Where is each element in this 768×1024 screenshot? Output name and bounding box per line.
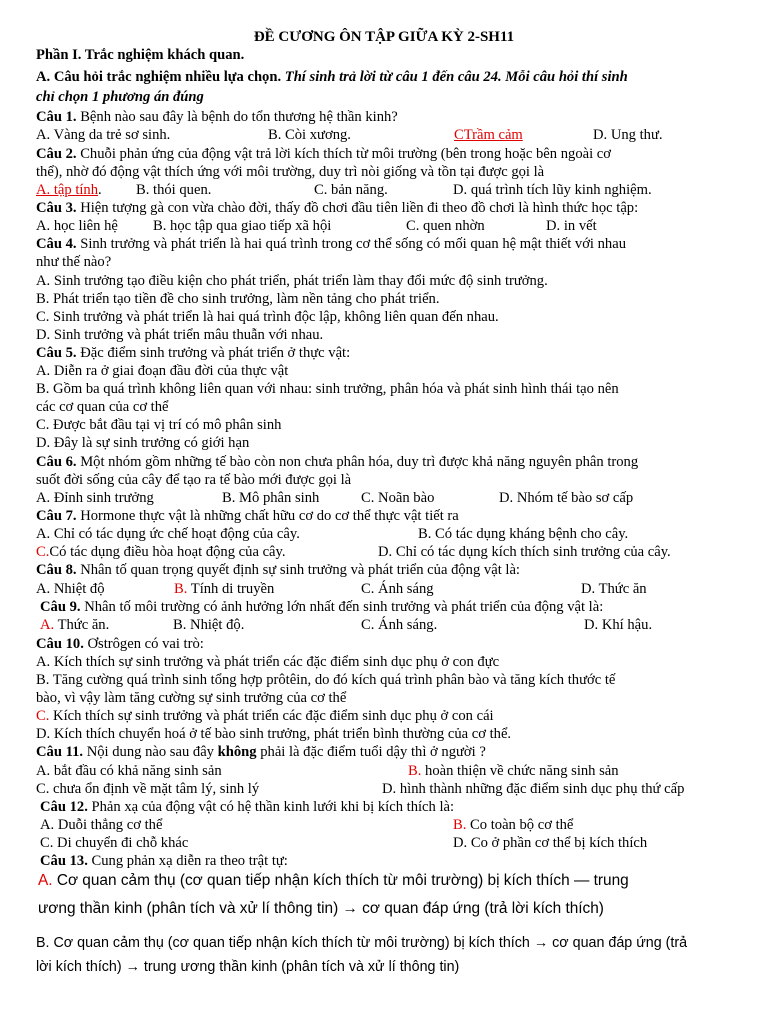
option-a: A. Diễn ra ở giai đoạn đầu đời của thực vật xyxy=(36,363,289,379)
option-c-letter-answer: C. xyxy=(36,708,50,724)
section-a-instruction: Thí sinh trả lời từ câu 1 đến câu 24. Mỗi câu hỏi thí sinh xyxy=(284,69,628,85)
option-d: D. quá trình tích lũy kinh nghiệm. xyxy=(453,182,652,198)
option-b-cont: bào, vì vậy làm tăng cường sự sinh trưởng của cơ thể xyxy=(36,690,347,706)
option-a-answer: A. tập tính xyxy=(36,182,99,198)
option-a-row xyxy=(38,872,732,890)
option-d: D. hình thành những đặc điểm sinh dục phụ thứ cấp xyxy=(382,781,685,797)
option-c-row xyxy=(36,707,734,725)
question-text: Nội dung nào sau đây xyxy=(86,744,218,760)
option-d: D. Co ở phần cơ thể bị kích thích xyxy=(453,835,648,851)
option-d: D. Đây là sự sinh trưởng có giới hạn xyxy=(36,435,250,451)
question-label: Câu 10. xyxy=(36,636,84,652)
question-text: Bệnh nào sau đây là bệnh do tổn thương hệ thần kinh? xyxy=(80,109,398,125)
option-a: A. Duỗi thẳng cơ thể xyxy=(40,817,163,833)
option-c: C. Được bắt đầu tại vị trí có mô phân sinh xyxy=(36,417,282,433)
option-a: A. Vàng da trẻ sơ sinh. xyxy=(36,127,171,143)
question-text: Chuỗi phản ứng của động vật trả lời kích thích từ môi trường (bên trong hoặc bên ngoài cơ xyxy=(76,146,611,162)
option-b-letter-answer: B. xyxy=(174,581,188,597)
option-a: A. Nhiệt độ xyxy=(36,581,105,597)
option-b: B. Tăng cường quá trình sinh tổng hợp prôtêin, do đó kích quá trình phân bào và tăng kích thước tế xyxy=(36,672,616,688)
question-label: Câu 2. xyxy=(36,146,77,162)
option-c: C. bản năng. xyxy=(314,182,388,198)
option-c: C. Noãn bào xyxy=(361,490,435,506)
question-text-emphasis: không xyxy=(217,744,257,760)
question-text: Ơstrôgen có vai trò: xyxy=(87,636,204,652)
question-label: Câu 13. xyxy=(40,853,88,869)
option-d: D. Kích thích chuyển hoá ở tế bào sinh trưởng, phát triển bình thường của cơ thể. xyxy=(36,726,512,742)
option-d: D. Sinh trưởng và phát triển mâu thuẫn với nhau. xyxy=(36,327,324,343)
question-13 xyxy=(40,852,734,870)
question-label: Câu 9. xyxy=(40,599,81,615)
question-label: Câu 12. xyxy=(40,799,88,815)
question-label: Câu 1. xyxy=(36,109,77,125)
option-a-period: . xyxy=(98,182,102,198)
option-b: B. Gồm ba quá trình không liên quan với nhau: sinh trưởng, phân hóa và phát sinh hình thái tạo nên xyxy=(36,381,619,397)
option-b: B. Có tác dụng kháng bệnh cho cây. xyxy=(418,526,629,542)
option-a: Thức ăn. xyxy=(54,617,110,633)
part-heading: Phần I. Trắc nghiệm khách quan. xyxy=(36,47,245,63)
option-a-letter-answer: A. xyxy=(38,872,53,889)
option-d: D. Thức ăn xyxy=(581,581,647,597)
option-d: D. Nhóm tế bào sơ cấp xyxy=(499,490,634,506)
option-b: Tính di truyền xyxy=(187,581,275,597)
option-b: B. thói quen. xyxy=(136,182,212,198)
option-a: A. học liên hệ xyxy=(36,218,118,234)
option-b-cont: các cơ quan của cơ thể xyxy=(36,399,169,415)
question-6-cont: suốt đời sống của cây để tạo ra tế bào mới được gọi là xyxy=(36,472,352,488)
option-b: B. Cơ quan cảm thụ (cơ quan tiếp nhận kích thích từ môi trường) bị kích thích → cơ quan đáp ứng (trả xyxy=(36,935,688,951)
section-a-instruction-cont: chỉ chọn 1 phương án đúng xyxy=(36,89,204,105)
question-text-end: phải là đặc điểm tuổi dậy thì ở người ? xyxy=(256,744,486,760)
question-11 xyxy=(36,743,734,761)
option-b: B. Còi xương. xyxy=(268,127,351,143)
question-label: Câu 4. xyxy=(36,236,77,252)
question-label: Câu 7. xyxy=(36,508,77,524)
question-text: Cung phản xạ diễn ra theo trật tự: xyxy=(91,853,288,869)
option-a: Cơ quan cảm thụ (cơ quan tiếp nhận kích thích từ môi trường) bị kích thích — trung xyxy=(52,872,629,889)
option-a: A. bắt đầu có khả năng sinh sản xyxy=(36,763,222,779)
question-text: Đặc điểm sinh trưởng và phát triển ở thực vật: xyxy=(80,345,351,361)
option-c: C. chưa ổn định về mặt tâm lý, sinh lý xyxy=(36,781,260,797)
question-label: Câu 11. xyxy=(36,744,84,760)
question-1 xyxy=(36,108,734,126)
question-5 xyxy=(36,344,734,362)
question-text: Hormone thực vật là những chất hữu cơ do cơ thể thực vật tiết ra xyxy=(80,508,459,524)
question-8 xyxy=(36,561,734,579)
option-b: Co toàn bộ cơ thể xyxy=(466,817,574,833)
section-a-lead: A. Câu hỏi trắc nghiệm nhiều lựa chọn. xyxy=(36,69,282,85)
option-b: hoàn thiện về chức năng sinh sản xyxy=(421,763,619,779)
question-2-cont: thể), nhờ đó động vật thích ứng với môi trường, duy trì nòi giống và tồn tại được gọi là xyxy=(36,164,545,180)
option-c: Kích thích sự sinh trưởng và phát triển các đặc điểm sinh dục phụ ở con cái xyxy=(49,708,494,724)
question-text: Một nhóm gồm những tế bào còn non chưa phân hóa, duy trì được khả năng nguyên phân trong xyxy=(80,454,639,470)
option-d: D. Ung thư. xyxy=(593,127,663,143)
option-d: D. Khí hậu. xyxy=(584,617,653,633)
question-9 xyxy=(40,598,734,616)
question-label: Câu 8. xyxy=(36,562,77,578)
question-7 xyxy=(36,507,734,525)
option-a-letter-answer: A. xyxy=(40,617,55,633)
option-b-cont: lời kích thích) → trung ương thần kinh (phân tích và xử lí thông tin) xyxy=(36,959,460,975)
question-10 xyxy=(36,635,734,653)
option-c: C. Ánh sáng. xyxy=(361,617,438,633)
option-d: D. in vết xyxy=(546,218,597,234)
question-label: Câu 6. xyxy=(36,454,77,470)
option-c: C. Di chuyển đi chỗ khác xyxy=(40,835,189,851)
question-2 xyxy=(36,145,734,163)
question-text: Hiện tượng gà con vừa chào đời, thấy đồ chơi đầu tiên liền đi theo đồ chơi là hình thức học tập: xyxy=(80,200,639,216)
option-c: Có tác dụng điều hòa hoạt động của cây. xyxy=(49,544,286,560)
option-b-letter-answer: B. xyxy=(408,763,422,779)
question-3 xyxy=(36,199,734,217)
question-6 xyxy=(36,453,734,471)
option-c: C. quen nhờn xyxy=(406,218,485,234)
option-b: B. học tập qua giao tiếp xã hội xyxy=(153,218,332,234)
question-label: Câu 5. xyxy=(36,345,77,361)
question-text: Nhân tố môi trường có ảnh hưởng lớn nhất đến sinh trưởng và phát triển của động vật là: xyxy=(84,599,604,615)
question-12 xyxy=(40,798,734,816)
option-c: C. Ánh sáng xyxy=(361,581,434,597)
option-d: D. Chỉ có tác dụng kích thích sinh trưởng của cây. xyxy=(378,544,671,560)
option-b-letter-answer: B. xyxy=(453,817,467,833)
option-c-answer: CTrầm cảm xyxy=(454,127,523,143)
option-c-letter-answer: C. xyxy=(36,544,50,560)
question-text: Nhân tố quan trọng quyết định sự sinh trưởng và phát triển của động vật là: xyxy=(80,562,520,578)
option-a: A. Đỉnh sinh trưởng xyxy=(36,490,154,506)
document-title: ĐỀ CƯƠNG ÔN TẬP GIỮA KỲ 2-SH11 xyxy=(253,29,515,45)
option-a: A. Sinh trưởng tạo điều kiện cho phát triển, phát triển làm thay đổi mức độ sinh trưởng. xyxy=(36,273,548,289)
option-a-cont: ương thần kinh (phân tích và xử lí thông tin) → cơ quan đáp ứng (trả lời kích thích) xyxy=(38,900,604,917)
question-text: Sinh trưởng và phát triển là hai quá trình trong cơ thể sống có mối quan hệ mật thiết với nhau xyxy=(80,236,626,252)
option-b: B. Nhiệt độ. xyxy=(173,617,245,633)
option-a: A. Chỉ có tác dụng ức chế hoạt động của cây. xyxy=(36,526,300,542)
question-4-cont: như thế nào? xyxy=(36,254,112,270)
option-a: A. Kích thích sự sinh trưởng và phát triển các đặc điểm sinh dục phụ ở con đực xyxy=(36,654,500,670)
option-b: B. Phát triển tạo tiền đề cho sinh trưởng, làm nền tảng cho phát triển. xyxy=(36,291,440,307)
question-4 xyxy=(36,235,734,253)
question-label: Câu 3. xyxy=(36,200,77,216)
option-b: B. Mô phân sinh xyxy=(222,490,320,506)
question-text: Phản xạ của động vật có hệ thần kinh lưới khi bị kích thích là: xyxy=(91,799,455,815)
option-c: C. Sinh trưởng và phát triển là hai quá trình độc lập, không liên quan đến nhau. xyxy=(36,309,499,325)
section-a-heading xyxy=(36,68,734,86)
